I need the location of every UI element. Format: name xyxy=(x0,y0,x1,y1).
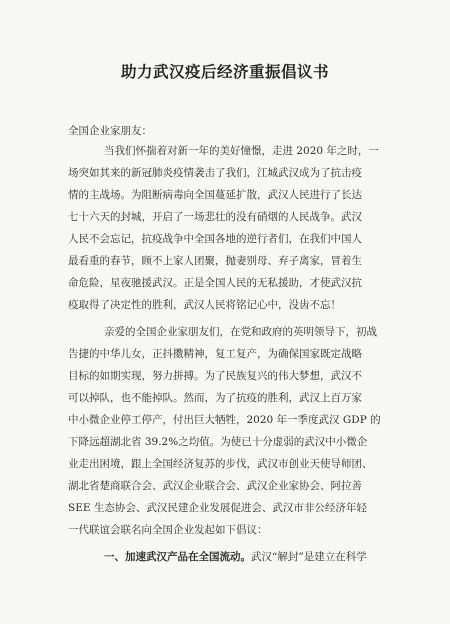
p1-line-4: 七十六天的封城，开启了一场悲壮的没有硝烟的人民战争。武汉 xyxy=(68,211,362,223)
p1-line-3: 情的主战场。为阻断病毒向全国蔓延扩散，武汉人民进行了长达 xyxy=(68,189,362,201)
p1-line-5: 人民不会忘记，抗疫战争中全国各地的逆行者们，在我们中国人 xyxy=(68,233,362,245)
p1-line-7: 命危险，星夜驰援武汉。正是全国人民的无私援助，才使武汉抗 xyxy=(68,277,362,289)
p1-line-6: 最看重的春节，顾不上家人团聚，抛妻别母、弃子离家，冒着生 xyxy=(68,255,362,267)
item1-text: 武汉“解封”是建立在科学 xyxy=(251,551,367,563)
p2-line-6: 下降远超湖北省 39.2%之均值。为使已十分虚弱的武汉中小微企 xyxy=(68,436,368,448)
p2-line-2: 告捷的中华儿女，正抖擞精神，复工复产，为确保国家既定战略 xyxy=(68,348,362,360)
p2-line-4: 可以掉队，也不能掉队。然而，为了抗疫的胜利，武汉上百万家 xyxy=(68,392,362,404)
p2-line-3: 目标的如期实现，努力拼搏。为了民族复兴的伟大梦想，武汉不 xyxy=(68,370,362,382)
p2-line-9: SEE 生态协会、武汉民建企业发展促进会、武汉市非公经济年轻 xyxy=(68,502,367,514)
document-title: 助力武汉疫后经济重振倡议书 xyxy=(120,63,329,81)
item1-line xyxy=(104,551,367,563)
p2-line-7: 业走出困境，跟上全国经济复苏的步伐，武汉市创业天使导师团、 xyxy=(68,458,373,470)
p1-line-1: 当我们怀揣着对新一年的美好憧憬，走进 2020 年之时，一 xyxy=(104,145,379,157)
p2-line-1: 亲爱的全国企业家朋友们，在党和政府的英明领导下，初战 xyxy=(104,326,377,338)
p1-line-8: 疫取得了决定性的胜利，武汉人民将铭记心中，没齿不忘！ xyxy=(68,299,341,311)
salutation: 全国企业家朋友： xyxy=(68,125,152,137)
p2-line-8: 湖北省楚商联合会、武汉企业联合会、武汉企业家协会、阿拉善 xyxy=(68,480,362,492)
p1-line-2: 场突如其来的新冠肺炎疫情袭击了我们，江城武汉成为了抗击疫 xyxy=(68,167,362,179)
p2-line-5: 中小微企业停工停产，付出巨大牺牲，2020 年一季度武汉 GDP 的 xyxy=(68,414,381,426)
item1-heading: 一、加速武汉产品在全国流动。 xyxy=(104,551,251,563)
p2-line-10: 一代联谊会联名向全国企业发起如下倡议： xyxy=(68,524,268,536)
